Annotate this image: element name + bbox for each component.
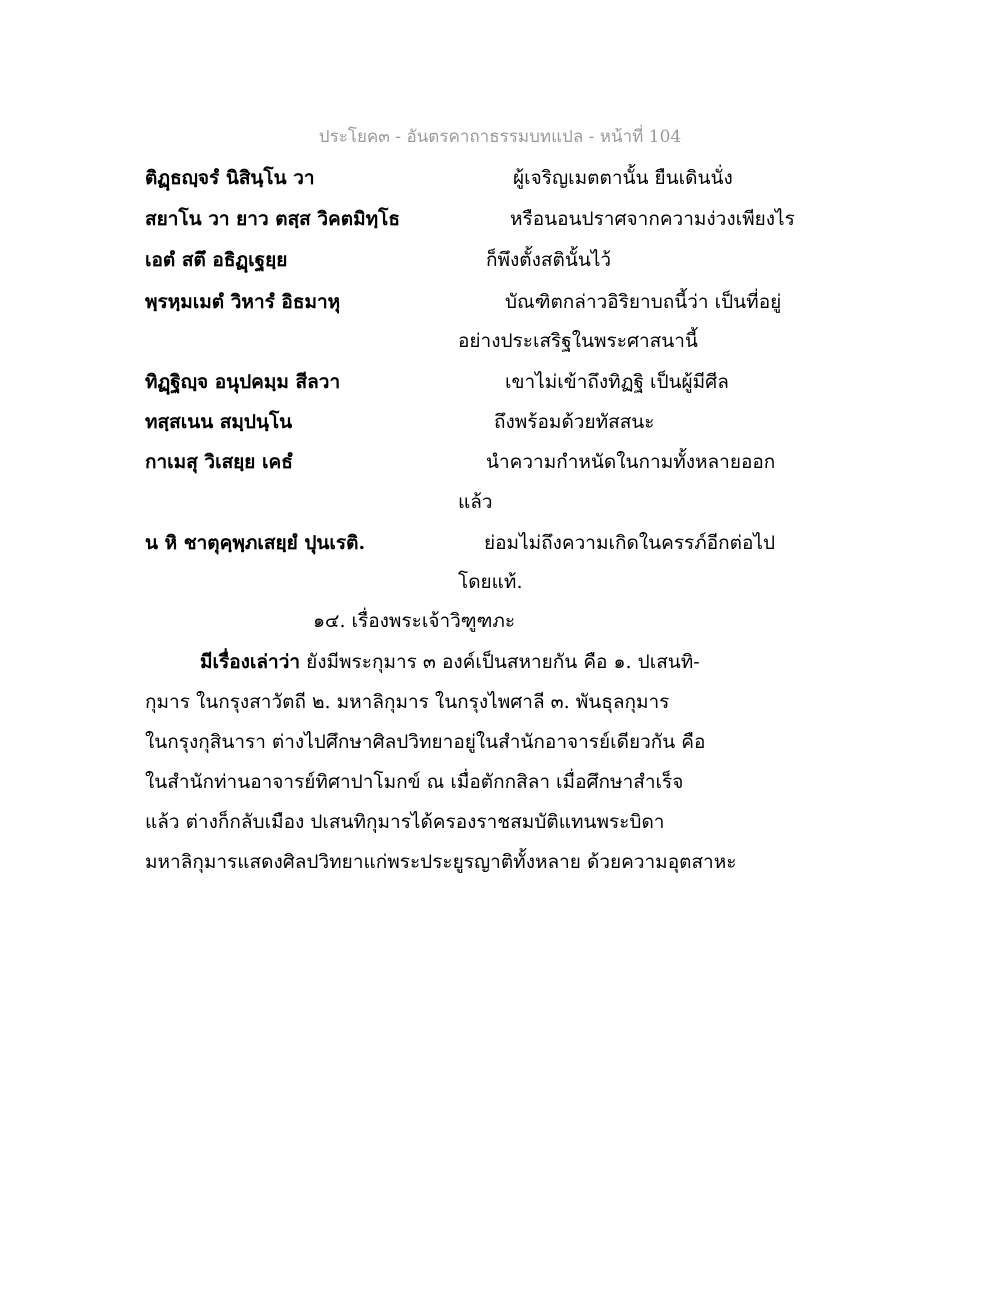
verse-pali-line: กาเมสุ วิเสยฺย เคธํ xyxy=(145,451,293,473)
verse-thai-line: ย่อมไม่ถึงความเกิดในครรภ์อีกต่อไป xyxy=(484,532,776,554)
verse-thai-line: ผู้เจริญเมตตานั้น ยืนเดินนั่ง xyxy=(513,167,733,189)
section-heading: ๑๔. เรื่องพระเจ้าวิฑูฑภะ xyxy=(313,610,516,632)
paragraph-first-line xyxy=(200,647,700,677)
verse-pali-line: ทิฏฺฐิญฺจ อนุปคมฺม สีลวา xyxy=(145,371,341,393)
verse-pali-line: พฺรหฺมเมตํ วิหารํ อิธมาหุ xyxy=(145,291,341,313)
page-header: ประโยค๓ - อันตรคาถาธรรมบทแปล - หน้าที่ 104 xyxy=(318,127,682,147)
paragraph-line: มหาลิกุมารแสดงศิลปวิทยาแก่พระประยูรญาติทั้งหลาย ด้วยความอุตสาหะ xyxy=(145,851,737,873)
verse-pali-line: น หิ ชาตุคฺพฺภเสยฺยํ ปุนเรติ. xyxy=(145,532,366,554)
verse-thai-line: ถึงพร้อมด้วยทัสสนะ xyxy=(494,411,655,433)
paragraph-line: ในสำนักท่านอาจารย์ทิศาปาโมกข์ ณ เมื่อตักกสิลา เมื่อศึกษาสำเร็จ xyxy=(145,771,684,793)
paragraph-first-line-text: ยังมีพระกุมาร ๓ องค์เป็นสหายกัน คือ ๑. ปเสนทิ- xyxy=(300,651,700,673)
verse-thai-continuation: โดยแท้. xyxy=(458,571,523,593)
paragraph-line: กุมาร ในกรุงสาวัตถี ๒. มหาลิกุมาร ในกรุงไพศาลี ๓. พันธุลกุมาร xyxy=(145,691,670,713)
paragraph-line: ในกรุงกุสินารา ต่างไปศึกษาศิลปวิทยาอยู่ในสำนักอาจารย์เดียวกัน คือ xyxy=(145,731,706,753)
verse-thai-line: บัณฑิตกล่าวอิริยาบถนี้ว่า เป็นที่อยู่ xyxy=(505,291,782,313)
verse-thai-line: ก็พึงตั้งสตินั้นไว้ xyxy=(486,249,612,271)
verse-pali-line: ติฏฺธญฺจรํ นิสินฺโน วา xyxy=(145,167,315,189)
verse-thai-continuation: อย่างประเสริฐในพระศาสนานี้ xyxy=(458,330,698,352)
paragraph-line: แล้ว ต่างก็กลับเมือง ปเสนทิกุมารได้ครองราชสมบัติแทนพระบิดา xyxy=(145,811,665,833)
verse-thai-line: หรือนอนปราศจากความง่วงเพียงไร xyxy=(510,208,795,230)
verse-pali-line: เอตํ สตึ อธิฏฺเฐยฺย xyxy=(145,249,288,271)
verse-pali-line: ทสฺสเนน สมฺปนฺโน xyxy=(145,411,293,433)
verse-thai-continuation: แล้ว xyxy=(458,491,493,513)
verse-thai-line: เขาไม่เข้าถึงทิฏฐิ เป็นผู้มีศีล xyxy=(505,371,729,393)
paragraph-lead: มีเรื่องเล่าว่า xyxy=(200,651,301,673)
verse-pali-line: สยาโน วา ยาว ตสฺส วิคตมิทฺโธ xyxy=(145,208,400,230)
verse-thai-line: นำความกำหนัดในกามทั้งหลายออก xyxy=(486,451,776,473)
